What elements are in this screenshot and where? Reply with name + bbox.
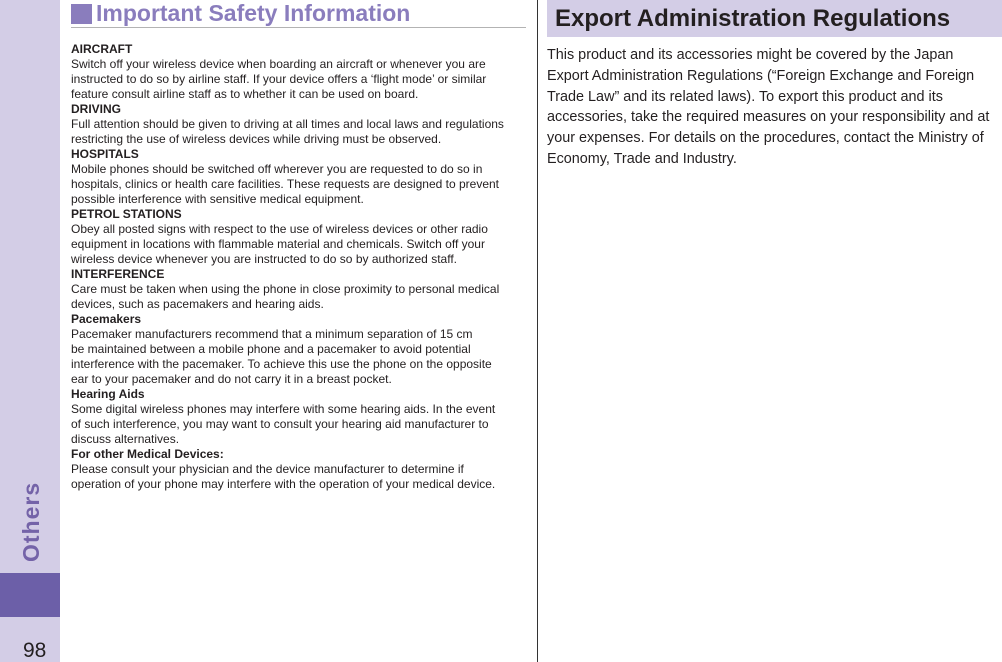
side-tab — [0, 0, 60, 662]
square-bullet-icon — [71, 4, 92, 24]
section-title-interference: INTERFERENCE — [71, 267, 165, 281]
section-title-hospitals: HOSPITALS — [71, 147, 139, 161]
safety-heading-text: Important Safety Information — [96, 0, 411, 26]
section-tab-marker — [0, 573, 60, 617]
page-number: 98 — [23, 639, 47, 662]
section-title-driving: DRIVING — [71, 102, 122, 116]
section-body-pacemakers: Pacemaker manufacturers recommend that a minimum separation of 15 cm be maintained between a mobile phone and a pacemaker to avoid potential interference with the pacemaker. To achieve this use the phone on the opposite ear to your pacemaker and do not carry it in a breast pocket. — [71, 327, 492, 386]
section-body-interference: Care must be taken when using the phone in close proximity to personal medical devices, such as pacemakers and hearing aids. — [71, 282, 500, 311]
section-tab-label: Others — [18, 481, 44, 562]
section-title-pacemakers: Pacemakers — [71, 312, 142, 326]
export-column — [547, 0, 1002, 170]
export-body: This product and its accessories might be covered by the Japan Export Administration Regulations (“Foreign Exchange and Foreign Trade Law” and its related laws). To export this product and its accessories, take the required measures on your responsibility and at your expenses. For details on the procedures, contact the Ministry of Economy, Trade and Industry. — [547, 47, 990, 167]
section-body-hospitals: Mobile phones should be switched off wherever you are requested to do so in hospitals, clinics or health care facilities. These requests are designed to prevent possible interference with sensitive medical equipment. — [71, 162, 500, 206]
section-body-other-medical-devices: Please consult your physician and the device manufacturer to determine if operation of your phone may interfere with the operation of your medical device. — [71, 462, 496, 491]
section-body-petrol-stations: Obey all posted signs with respect to the use of wireless devices or other radio equipment in locations with flammable material and chemicals. Switch off your wireless device whenever you are instructed to do so by authorized staff. — [71, 222, 488, 266]
column-divider — [537, 0, 538, 662]
section-title-petrol-stations: PETROL STATIONS — [71, 207, 182, 221]
export-heading: Export Administration Regulations — [547, 0, 1002, 37]
section-body-driving: Full attention should be given to driving at all times and local laws and regulations restricting the use of wireless devices while driving must be observed. — [71, 117, 504, 146]
safety-column — [71, 0, 526, 492]
section-body-hearing-aids: Some digital wireless phones may interfere with some hearing aids. In the event of such interference, you may want to consult your hearing aid manufacturer to discuss alternatives. — [71, 402, 496, 446]
section-title-hearing-aids: Hearing Aids — [71, 387, 145, 401]
section-body-aircraft: Switch off your wireless device when boarding an aircraft or whenever you are instructed to do so by airline staff. If your device offers a ‘flight mode’ or similar feature consult airline staff as to whether it can be used on board. — [71, 57, 487, 101]
safety-sections — [71, 42, 526, 492]
safety-heading — [71, 0, 526, 28]
section-title-aircraft: AIRCRAFT — [71, 42, 133, 56]
section-title-other-medical-devices: For other Medical Devices: — [71, 447, 224, 461]
